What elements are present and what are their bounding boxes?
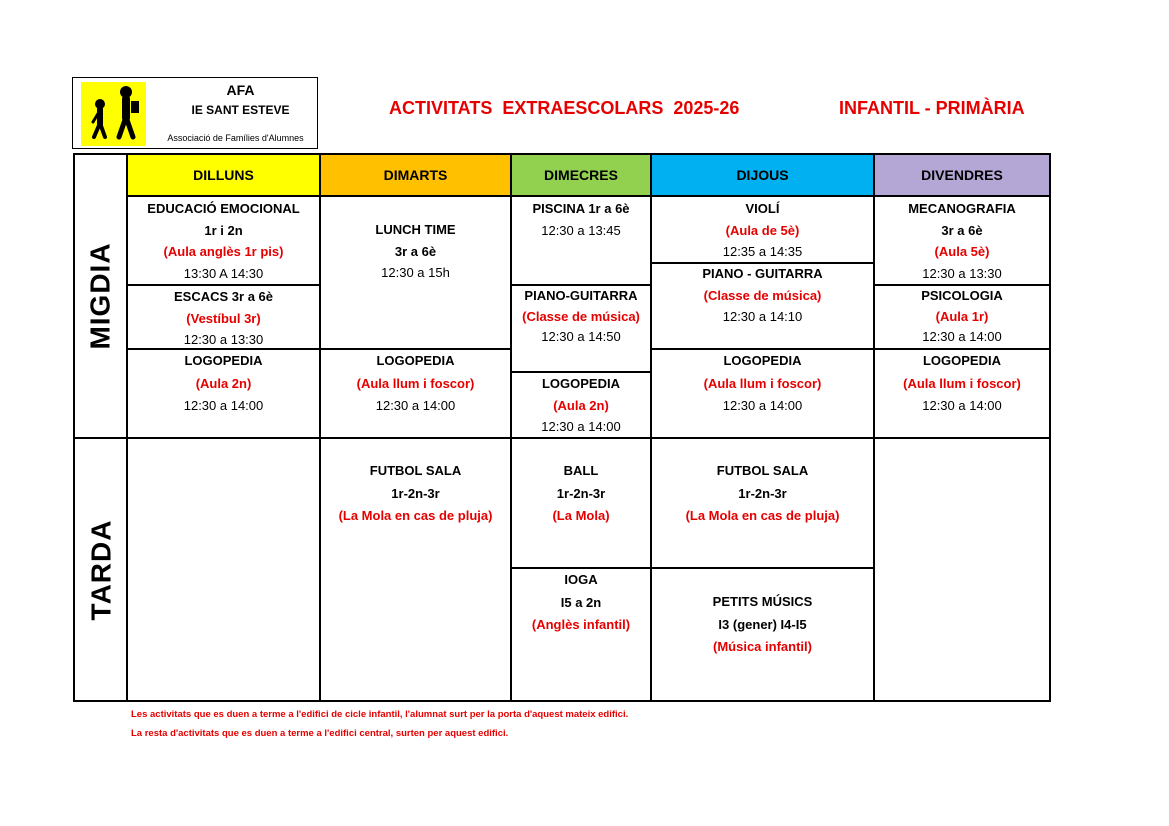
activity-place: (Música infantil): [713, 639, 812, 654]
activity-time: 13:30 A 14:30: [183, 265, 264, 281]
activity-mon-escacs: [128, 286, 319, 351]
footnote-central: La resta d'activitats que es duen a terme a l'edifici central, surten per aquest edifici.: [131, 728, 509, 739]
activity-place: (Aula 2n): [195, 375, 252, 391]
activity-fri-logopedia: [875, 350, 1049, 418]
activity-name: VIOLÍ: [745, 201, 780, 216]
activity-fri-mecanografia: [875, 198, 1049, 284]
activity-place: (Aula 1r): [935, 308, 989, 324]
activity-name: BALL: [563, 463, 599, 478]
header-monday: [128, 154, 319, 195]
activity-name: IOGA: [564, 572, 598, 587]
activity-name: LUNCH TIME: [375, 222, 456, 237]
activity-place: (Aula de 5è): [725, 222, 800, 238]
activity-place: (Aula 2n): [553, 397, 609, 413]
activity-name: PETITS MÚSICS: [712, 594, 813, 609]
activity-time: 12:30 a 15h: [381, 265, 450, 280]
activity-group: I5 a 2n: [560, 594, 602, 610]
activity-name: ESCACS 3r a 6è: [174, 289, 273, 304]
activity-place: (Aula llum i foscor): [356, 375, 475, 391]
activity-time: 12:30 a 14:00: [541, 419, 621, 434]
activity-thu-violi: [652, 198, 873, 263]
activity-wed-piscina: [512, 198, 650, 241]
activity-wed-ioga: [512, 569, 650, 637]
footnote-infantil: Les activitats que es duen a terme a l'edifici de cicle infantil, l'alumnat surt per la porta d'aquest mateix edifici.: [131, 709, 629, 720]
activity-name: LOGOPEDIA: [376, 353, 455, 368]
activity-place: (Aula anglès 1r pis): [163, 244, 284, 259]
activity-time: 12:30 a 14:10: [722, 309, 803, 324]
activity-group: 1r-2n-3r: [556, 485, 606, 501]
activity-time: 12:30 a 14:00: [922, 398, 1002, 413]
activity-place: (Classe de música): [522, 308, 640, 324]
activity-thu-logopedia: [652, 350, 873, 418]
activity-group: 3r a 6è: [941, 222, 983, 238]
header-thursday: [652, 154, 873, 195]
day-label: DIMARTS: [383, 166, 448, 183]
section-label: MIGDIA: [85, 242, 117, 350]
walking-children-icon: [81, 82, 146, 146]
activity-name: PSICOLOGIA: [921, 288, 1003, 303]
activity-group: 1r-2n-3r: [391, 485, 440, 501]
activity-time: 12:30 a 13:45: [541, 222, 621, 238]
activity-place: (La Mola en cas de pluja): [338, 508, 493, 523]
activity-group: I3 (gener) I4-I5: [718, 616, 807, 632]
activity-tue-lunch-time: [321, 219, 510, 284]
section-afternoon: [75, 439, 127, 701]
activity-tue-logopedia: [321, 350, 510, 418]
activity-name: FUTBOL SALA: [716, 463, 809, 478]
activity-mon-logopedia: [128, 350, 319, 418]
activity-name: LOGOPEDIA: [184, 353, 263, 368]
activity-place: (Aula 5è): [934, 244, 990, 259]
activity-group: 1r-2n-3r: [738, 485, 787, 501]
activity-name: PISCINA 1r a 6è: [532, 201, 630, 216]
activity-time: 12:30 a 14:00: [183, 398, 264, 413]
activity-time: 12:30 a 13:30: [183, 332, 264, 347]
activity-name: PIANO-GUITARRA: [524, 288, 638, 303]
header-tuesday: [321, 154, 510, 195]
section-midday: [75, 155, 127, 437]
activity-name: LOGOPEDIA: [723, 353, 802, 368]
activity-wed-logopedia: [512, 373, 650, 438]
day-label: DILLUNS: [193, 166, 254, 183]
activity-time: 12:30 a 14:00: [375, 398, 456, 413]
activity-mon-emocional: [128, 198, 319, 284]
activity-wed-piano-guitarra: [512, 286, 650, 348]
day-label: DIMECRES: [544, 166, 618, 183]
activity-thu-futbol-sala: [652, 460, 873, 528]
activity-place: (Classe de música): [703, 287, 822, 303]
activity-name: EDUCACIÓ EMOCIONAL: [147, 201, 300, 216]
page-subtitle: INFANTIL - PRIMÀRIA: [839, 98, 1025, 118]
activity-thu-petits-musics: [652, 591, 873, 659]
activity-name: FUTBOL SALA: [369, 463, 462, 478]
activity-place: (La Mola): [552, 508, 610, 523]
activity-group: 3r a 6è: [394, 243, 437, 259]
activity-place: (La Mola en cas de pluja): [685, 508, 840, 523]
section-label: TARDA: [85, 519, 117, 621]
activity-place: (Vestíbul 3r): [186, 310, 261, 326]
activity-place: (Aula llum i foscor): [703, 375, 822, 391]
activity-wed-ball: [512, 460, 650, 528]
activity-name: LOGOPEDIA: [922, 353, 1001, 368]
activity-time: 12:30 a 14:00: [922, 329, 1002, 344]
header-wednesday: [512, 154, 650, 195]
day-label: DIJOUS: [736, 166, 789, 183]
page-title: ACTIVITATS EXTRAESCOLARS 2025-26: [389, 98, 740, 118]
activity-tue-futbol-sala: [321, 460, 510, 528]
activity-name: MECANOGRAFIA: [908, 201, 1016, 216]
activity-fri-psicologia: [875, 286, 1049, 348]
logo-school: IE SANT ESTEVE: [191, 103, 290, 117]
activity-place: (Anglès infantil): [531, 617, 631, 632]
activity-thu-piano-guitarra: [652, 263, 873, 328]
activity-time: 12:35 a 14:35: [722, 244, 803, 259]
logo-association: Associació de Famílies d'Alumnes: [167, 133, 304, 143]
activity-time: 12:30 a 13:30: [922, 265, 1002, 281]
activity-name: LOGOPEDIA: [541, 376, 620, 391]
logo-title: AFA: [226, 82, 255, 98]
header-friday: [875, 154, 1049, 195]
activity-time: 12:30 a 14:50: [541, 329, 621, 344]
activity-time: 12:30 a 14:00: [722, 398, 803, 413]
activity-name: PIANO - GUITARRA: [702, 266, 823, 281]
activity-place: (Aula llum i foscor): [903, 375, 1021, 391]
afa-logo: [72, 77, 318, 149]
activity-group: 1r i 2n: [204, 222, 243, 238]
day-label: DIVENDRES: [921, 166, 1003, 183]
